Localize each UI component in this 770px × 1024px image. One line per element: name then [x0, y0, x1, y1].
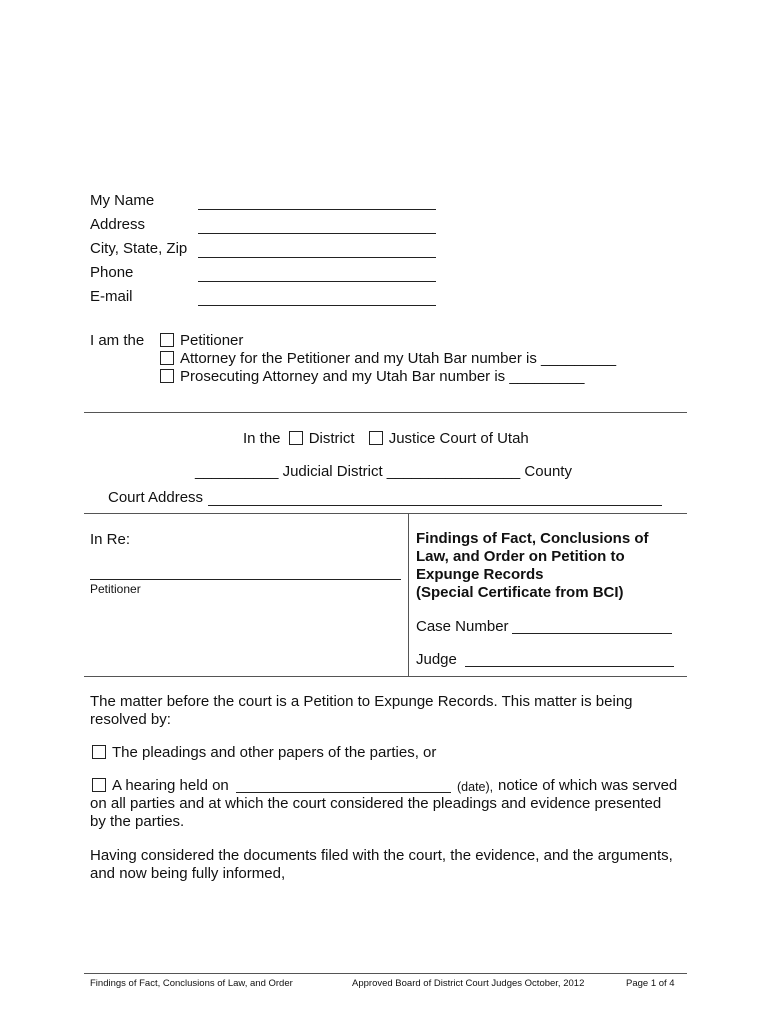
footer-left: Findings of Fact, Conclusions of Law, and Order: [90, 978, 293, 989]
closing-text-line2: and now being fully informed,: [90, 865, 286, 882]
option-hearing-line2: on all parties and at which the court considered the pleadings and evidence presented: [90, 795, 662, 812]
case-number-field[interactable]: [512, 633, 672, 634]
intro-text-line2: resolved by:: [90, 711, 171, 728]
judge-field[interactable]: [465, 666, 674, 667]
phone-label: Phone: [90, 264, 134, 281]
option-pleadings-label: The pleadings and other papers of the parties, or: [112, 744, 437, 761]
caption-bottom-rule: [84, 676, 687, 677]
role-option-label: Prosecuting Attorney and my Utah Bar number is _________: [180, 368, 585, 385]
name-label: My Name: [90, 192, 155, 209]
phone-field[interactable]: [198, 281, 436, 282]
role-prefix: I am the: [90, 332, 145, 349]
closing-text-line1: Having considered the documents filed with the court, the evidence, and the arguments,: [90, 847, 673, 864]
city-field[interactable]: [198, 257, 436, 258]
court-address-field[interactable]: [208, 505, 662, 506]
petitioner-checkbox[interactable]: [160, 333, 174, 347]
district-label: District: [308, 430, 355, 447]
document-title-line: Expunge Records: [416, 566, 544, 583]
email-field[interactable]: [198, 305, 436, 306]
pleadings-checkbox[interactable]: [92, 745, 106, 759]
name-field[interactable]: [198, 209, 436, 210]
document-title-line: (Special Certificate from BCI): [416, 584, 624, 601]
district-checkbox[interactable]: [289, 431, 303, 445]
option-hearing-line3: by the parties.: [90, 813, 185, 830]
case-number-label: Case Number: [416, 618, 509, 635]
document-title-line: Law, and Order on Petition to: [416, 548, 625, 565]
option-hearing[interactable]: [92, 777, 229, 795]
court-address-label: Court Address: [108, 489, 204, 506]
footer-rule: [84, 973, 687, 974]
justice-checkbox[interactable]: [369, 431, 383, 445]
hearing-date-field[interactable]: [236, 792, 451, 793]
petitioner-name-field[interactable]: [90, 579, 401, 580]
hearing-checkbox[interactable]: [92, 778, 106, 792]
city-label: City, State, Zip: [90, 240, 188, 257]
justice-label: Justice Court of Utah: [388, 430, 529, 447]
footer-center: Approved Board of District Court Judges October, 2012: [352, 978, 585, 989]
prosecutor-checkbox[interactable]: [160, 369, 174, 383]
option-hearing-text: notice of which was served: [498, 777, 678, 794]
judge-label: Judge: [416, 651, 457, 668]
intro-text-line1: The matter before the court is a Petition to Expunge Records. This matter is being: [90, 693, 633, 710]
role-option-attorney[interactable]: [160, 350, 616, 368]
option-hearing-label: A hearing held on: [112, 777, 229, 794]
petitioner-label: Petitioner: [90, 582, 141, 596]
role-option-prosecutor[interactable]: [160, 368, 584, 386]
date-hint: (date),: [457, 780, 494, 794]
judicial-district-line: __________ Judicial District ________________ County: [195, 463, 572, 480]
attorney-checkbox[interactable]: [160, 351, 174, 365]
in-the-label: In the: [243, 430, 281, 447]
role-option-label: Petitioner: [180, 332, 244, 349]
email-label: E-mail: [90, 288, 133, 305]
role-option-label: Attorney for the Petitioner and my Utah Bar number is _________: [180, 350, 617, 367]
section-divider: [84, 412, 687, 413]
role-option-petitioner[interactable]: [160, 332, 243, 350]
document-title-line: Findings of Fact, Conclusions of: [416, 530, 649, 547]
address-field[interactable]: [198, 233, 436, 234]
court-type-row: [243, 430, 529, 448]
in-re-label: In Re:: [90, 531, 131, 548]
footer-page-number: Page 1 of 4: [626, 978, 675, 989]
caption-top-rule: [84, 513, 687, 514]
option-pleadings[interactable]: [92, 744, 436, 762]
address-label: Address: [90, 216, 146, 233]
caption-vertical-rule: [408, 513, 409, 676]
